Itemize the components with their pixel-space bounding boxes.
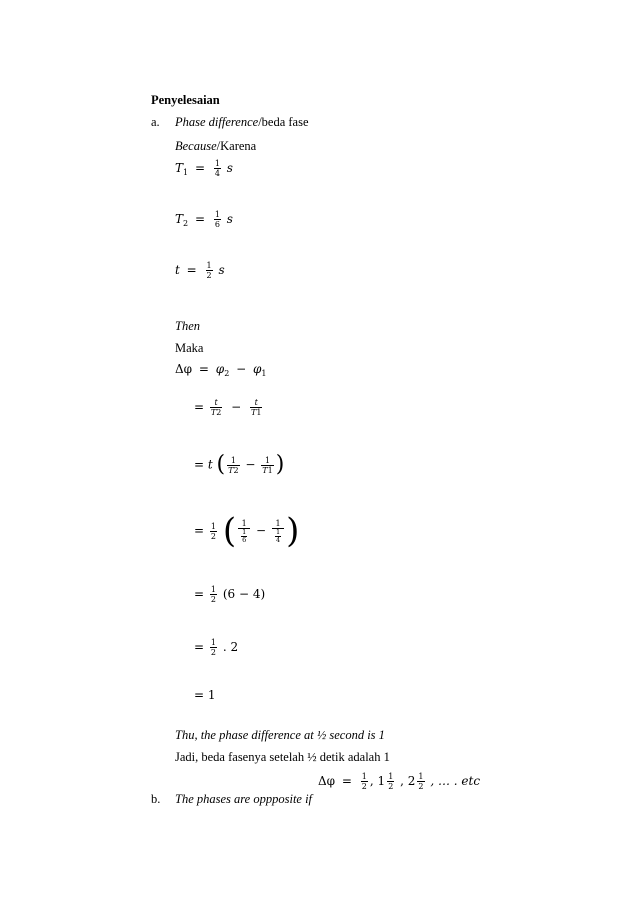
numerator: t — [214, 398, 218, 407]
part-a-label: a. — [151, 115, 160, 129]
numerator: 1 — [275, 518, 281, 528]
denominator: 2 — [361, 782, 367, 791]
period-symbol: T — [175, 212, 184, 226]
derivation-step-2 — [194, 454, 284, 476]
fraction — [206, 261, 213, 280]
period-symbol: T — [228, 465, 234, 475]
numerator: t — [254, 398, 258, 407]
derivation-result: = 1 — [194, 688, 216, 702]
subscript: 1 — [261, 369, 267, 378]
derivation-step-1 — [194, 398, 264, 417]
subscript: 2 — [216, 408, 222, 417]
denominator — [238, 528, 250, 544]
opposite-phase-series — [318, 772, 480, 791]
denominator — [272, 528, 284, 544]
numerator: 1 — [418, 772, 424, 781]
numerator: 1 — [361, 772, 367, 781]
part-b-label: b. — [151, 792, 161, 806]
fraction — [361, 772, 368, 791]
period-symbol: T — [262, 465, 268, 475]
fraction — [261, 456, 273, 475]
minus-sign: − — [256, 523, 267, 538]
denominator — [210, 407, 222, 417]
numerator: 1 — [275, 527, 281, 536]
numerator: 1 — [206, 261, 212, 270]
denominator: 4 — [214, 169, 220, 178]
delta-phi: Δφ — [318, 774, 336, 788]
equals-sign: = — [186, 263, 197, 277]
minus-sign: − — [236, 362, 247, 376]
equals-sign: = — [194, 161, 205, 175]
denominator: 4 — [275, 535, 281, 544]
minus-sign: − — [231, 400, 242, 414]
denominator: 6 — [214, 220, 220, 229]
numerator: 1 — [241, 518, 247, 528]
equals-sign: = — [198, 362, 209, 376]
fraction — [227, 456, 239, 475]
numerator: 1 — [264, 455, 271, 465]
fraction — [214, 210, 221, 229]
equals-sign: = — [341, 774, 352, 788]
part-b-text: The phases are oppposite if — [175, 792, 313, 806]
because-id: /Karena — [216, 139, 257, 153]
derivation-step-5 — [194, 638, 238, 657]
heading-en: Phase difference — [175, 115, 259, 129]
time-symbol: t — [175, 263, 180, 277]
minus-sign: − — [245, 457, 256, 472]
derivation-step-3 — [194, 511, 300, 551]
delta-phi: Δφ — [175, 362, 193, 376]
because-line — [175, 139, 256, 153]
heading-id: /beda fase — [258, 115, 309, 129]
phi-symbol: φ — [253, 362, 262, 376]
fraction — [214, 159, 221, 178]
fraction — [210, 585, 217, 604]
equals-sign: = — [194, 587, 205, 601]
fraction — [272, 519, 284, 544]
conclusion-id: Jadi, beda fasenya setelah ½ detik adalah 1 — [175, 750, 390, 764]
then-en: Then — [175, 319, 200, 333]
denominator: 2 — [388, 782, 394, 791]
conclusion-en: Thu, the phase difference at ½ second is 1 — [175, 728, 385, 742]
given-t2 — [175, 210, 233, 229]
right-paren: ) — [286, 511, 300, 551]
numerator: 1 — [242, 527, 247, 536]
whole-part: 1 — [377, 774, 386, 788]
numerator: 1 — [214, 210, 220, 219]
numerator: 1 — [214, 159, 220, 168]
denominator — [250, 407, 262, 417]
subscript: 2 — [183, 219, 189, 228]
given-time — [175, 261, 225, 280]
denominator: 2 — [418, 782, 424, 791]
nested-fraction — [241, 529, 247, 544]
denominator — [227, 465, 239, 475]
numerator: 1 — [210, 638, 216, 647]
product-tail: . 2 — [222, 640, 239, 654]
fraction — [210, 522, 217, 541]
phase-difference-definition — [175, 362, 267, 378]
unit: s — [226, 161, 233, 175]
fraction — [210, 638, 217, 657]
time-symbol: t — [207, 457, 213, 472]
denominator: 2 — [210, 531, 216, 541]
denominator: 6 — [242, 535, 247, 544]
period-symbol: T — [210, 408, 217, 417]
phi-symbol: φ — [215, 362, 225, 376]
numerator: 1 — [388, 772, 394, 781]
period-symbol: T — [251, 408, 257, 417]
separator: , — [369, 774, 374, 788]
numerator: 1 — [210, 585, 216, 594]
part-a-heading — [175, 115, 309, 129]
numerator: 1 — [230, 455, 236, 465]
numerator: 1 — [210, 521, 216, 531]
equals-sign: = — [194, 457, 205, 472]
denominator — [261, 465, 273, 475]
left-paren: ( — [216, 452, 226, 477]
given-t1 — [175, 159, 233, 178]
denominator: 2 — [206, 271, 212, 280]
left-paren: ( — [222, 511, 237, 551]
inner-expression: (6 − 4) — [222, 587, 266, 601]
denominator: 2 — [210, 648, 216, 657]
equals-sign: = — [194, 400, 205, 414]
fraction — [417, 772, 424, 791]
unit: s — [226, 212, 233, 226]
fraction — [210, 398, 222, 417]
fraction — [238, 519, 250, 544]
subscript: 1 — [256, 408, 262, 417]
right-paren: ) — [275, 452, 285, 477]
denominator: 2 — [210, 595, 216, 604]
subscript: 2 — [233, 465, 239, 475]
fraction — [387, 772, 394, 791]
separator: , — [400, 774, 404, 788]
unit: s — [218, 263, 225, 277]
because-en: Because — [175, 139, 217, 153]
whole-part: 2 — [407, 774, 416, 788]
period-symbol: T — [175, 161, 184, 175]
fraction — [250, 398, 262, 417]
nested-fraction — [275, 529, 281, 544]
subscript: 1 — [183, 168, 189, 177]
etc-suffix: , … . etc — [430, 774, 481, 788]
equals-sign: = — [194, 640, 205, 654]
equals-sign: = — [194, 212, 205, 226]
subscript: 1 — [267, 465, 273, 475]
equals-sign: = — [194, 523, 205, 538]
section-title: Penyelesaian — [151, 93, 220, 107]
subscript: 2 — [224, 369, 230, 378]
then-id: Maka — [175, 341, 204, 355]
derivation-step-4 — [194, 585, 265, 604]
